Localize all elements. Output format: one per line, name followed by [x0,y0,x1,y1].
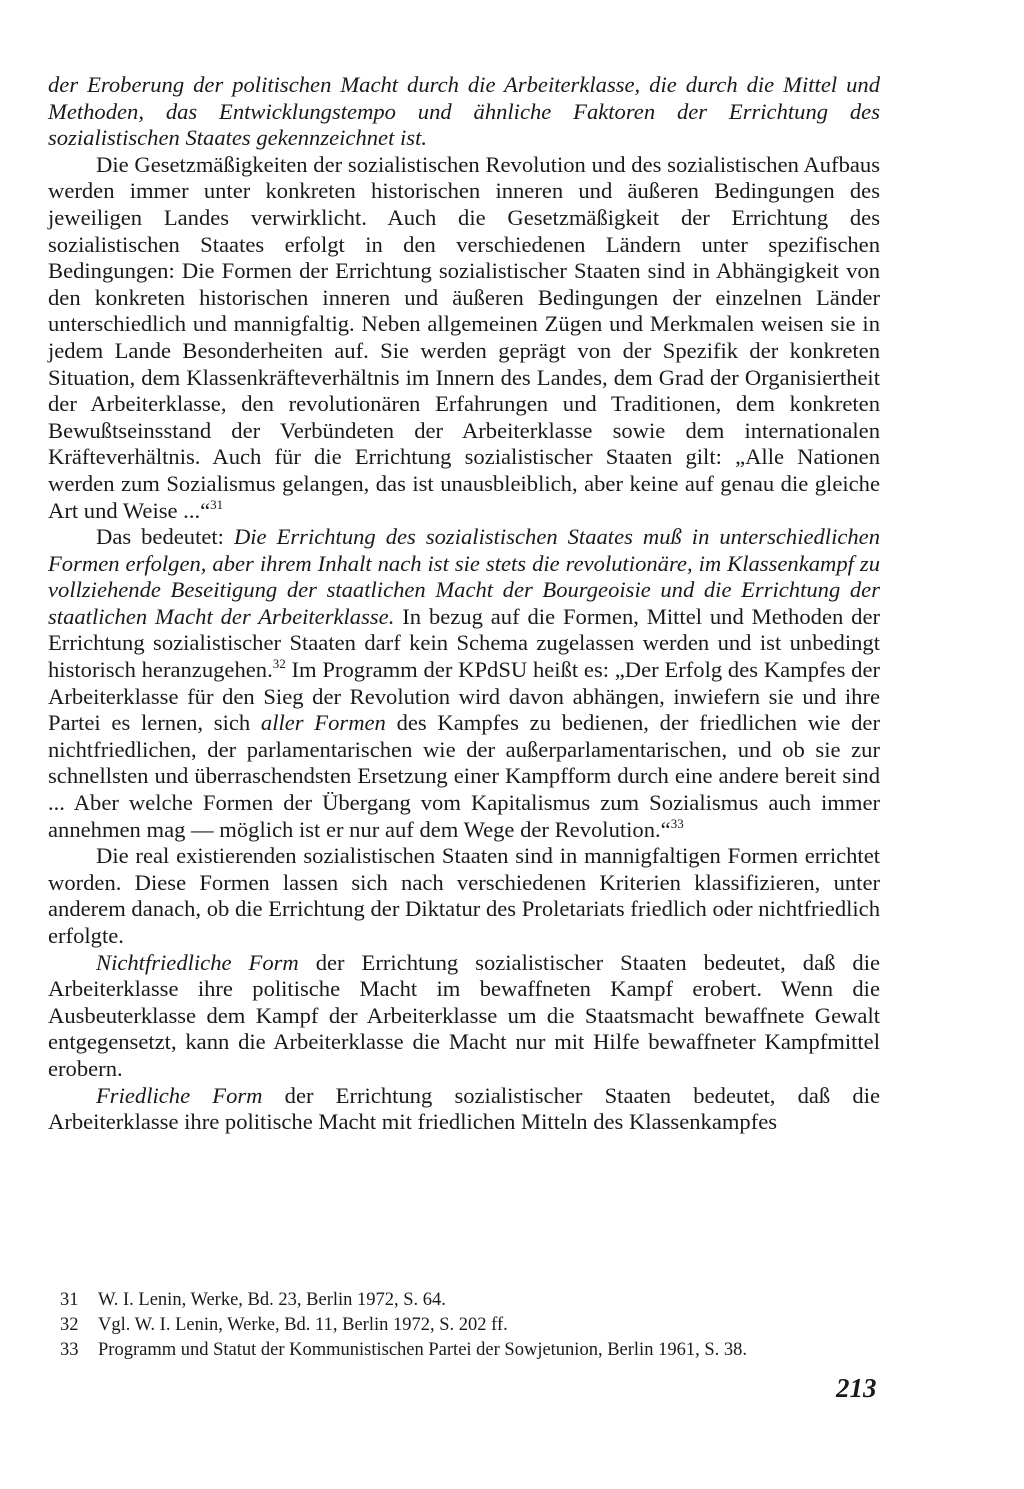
footnote-33 [60,1338,890,1363]
paragraph-real-existierende: Die real existierenden sozialistischen Staaten sind in mannigfaltigen Formen errichtet worden. Diese Formen lassen sich nach verschiedenen Kriterien klassifizieren, unter anderem danach, ob die Errichtung der Diktatur des Proletariats friedlich oder nichtfriedlich erfolgte. [48,843,880,948]
footnote-ref-31[interactable]: 31 [210,496,224,512]
footnote-ref-32[interactable]: 32 [272,656,286,672]
footnote-31 [60,1288,890,1313]
footnote-text: Programm und Statut der Kommunistischen Partei der Sowjetunion, Berlin 1961, S. 38. [98,1340,747,1360]
footnote-ref-33[interactable]: 33 [670,815,684,831]
paragraph-gesetzmaessigkeiten [48,152,880,524]
emphasis-aller-formen: aller Formen [260,710,386,736]
emphasis-thesis: Die Errichtung des sozialistischen Staates muß in unterschiedlichen Formen erfolgen, aber ihrem Inhalt nach ist sie stets die revolutionäre, im Klassenkampf zu vollziehende Beseitigung der staatlichen Macht der Bourgeoisie und die Errichtung der staatlichen Macht der Arbeiterklasse. [48,524,880,629]
footnote-number: 31 [60,1290,79,1310]
paragraph-friedliche-form [48,1083,880,1136]
paragraph-text: des Kampfes zu bedienen, der friedlichen wie der nichtfriedlichen, der parlamentarischen wie der außerparlamentarischen, und ob sie zur schnellsten und überraschendsten Ersetzung einer Kampfform durch eine andere bereit sind ... Aber welche Formen der Übergang vom Kapitalismus zum Sozialismus auch immer annehmen mag — möglich ist er nur auf dem Wege der Revolution.“ [48,710,880,842]
paragraph-lead: Das bedeutet: [96,524,234,550]
page-body [48,72,880,1136]
paragraph-text: Im Programm der KPdSU heißt es: „Der Erfolg des Kampfes der Arbeiterklasse für den Sieg der Revolution wird davon abhängen, inwiefern sie und ihre Partei es lernen, sich [48,657,880,736]
footnote-text: W. I. Lenin, Werke, Bd. 23, Berlin 1972, S. 64. [98,1290,446,1310]
paragraph-text: In bezug auf die Formen, Mittel und Methoden der Errichtung sozialistischer Staaten darf kein Schema zugelassen werden und ist unbedingt historisch heranzugehen. [48,603,880,683]
footnote-text: Vgl. W. I. Lenin, Werke, Bd. 11, Berlin 1972, S. 202 ff. [98,1315,508,1335]
paragraph-das-bedeutet [48,524,880,843]
footnotes [60,1288,890,1363]
footnote-number: 33 [60,1340,79,1360]
term-friedliche-form: Friedliche Form [96,1082,263,1108]
paragraph-continuation: der Eroberung der politischen Macht durch die Arbeiterklasse, die durch die Mittel und Methoden, das Entwicklungstempo und ähnliche Faktoren der Errichtung des sozialistischen Staates gekennzeichnet ist. [48,72,880,151]
footnote-32 [60,1313,890,1338]
page-number: 213 [836,1373,877,1403]
term-nichtfriedliche-form: Nichtfriedliche Form [96,949,299,975]
footnote-number: 32 [60,1315,79,1335]
paragraph-nichtfriedliche-form [48,950,880,1083]
paragraph-text: der Errichtung sozialistischer Staaten bedeutet, daß die Arbeiterklasse ihre politische Macht mit friedlichen Mitteln des Klassenkampfes [48,1082,880,1135]
paragraph-text: der Errichtung sozialistischer Staaten bedeutet, daß die Arbeiterklasse ihre politische Macht im bewaffneten Kampf erobert. Wenn die Ausbeuterklasse dem Kampf der Arbeiterklasse um die Staatsmacht bewaffnete Gewalt entgegensetzt, kann die Arbeiterklasse die Macht nur mit Hilfe bewaffneter Kampfmittel erobern. [48,949,881,1081]
paragraph-text: Die Gesetzmäßigkeiten der sozialistischen Revolution und des sozialistischen Aufbaus werden immer unter konkreten historischen inneren und äußeren Bedingungen des jeweiligen Landes verwirklicht. Auch die Gesetzmäßigkeit der Errichtung des sozialistischen Staates erfolgt in den verschiedenen Ländern unter spezifischen Bedingungen: Die Formen der Errichtung sozialistischer Staaten sind in Abhängigkeit von den konkreten historischen inneren und äußeren Bedingungen der einzelnen Länder unterschiedlich und mannigfaltig. Neben allgemeinen Zügen und Merkmalen weisen sie in jedem Lande Besonderheiten auf. Sie werden geprägt von der Spezifik der konkreten Situation, dem Klassenkräfteverhältnis im Innern des Landes, dem Grad der Organisiertheit der Arbeiterklasse, den revolutionären Erfahrungen und Traditionen, dem konkreten Bewußtseinsstand der Verbündeten der Arbeiterklasse sowie dem internationalen Kräfteverhältnis. Auch für die Errichtung sozialistischer Staaten gilt: „Alle Nationen werden zum Sozialismus gelangen, das ist unausbleiblich, aber keine auf genau die gleiche Art und Weise ...“ [48,151,880,523]
